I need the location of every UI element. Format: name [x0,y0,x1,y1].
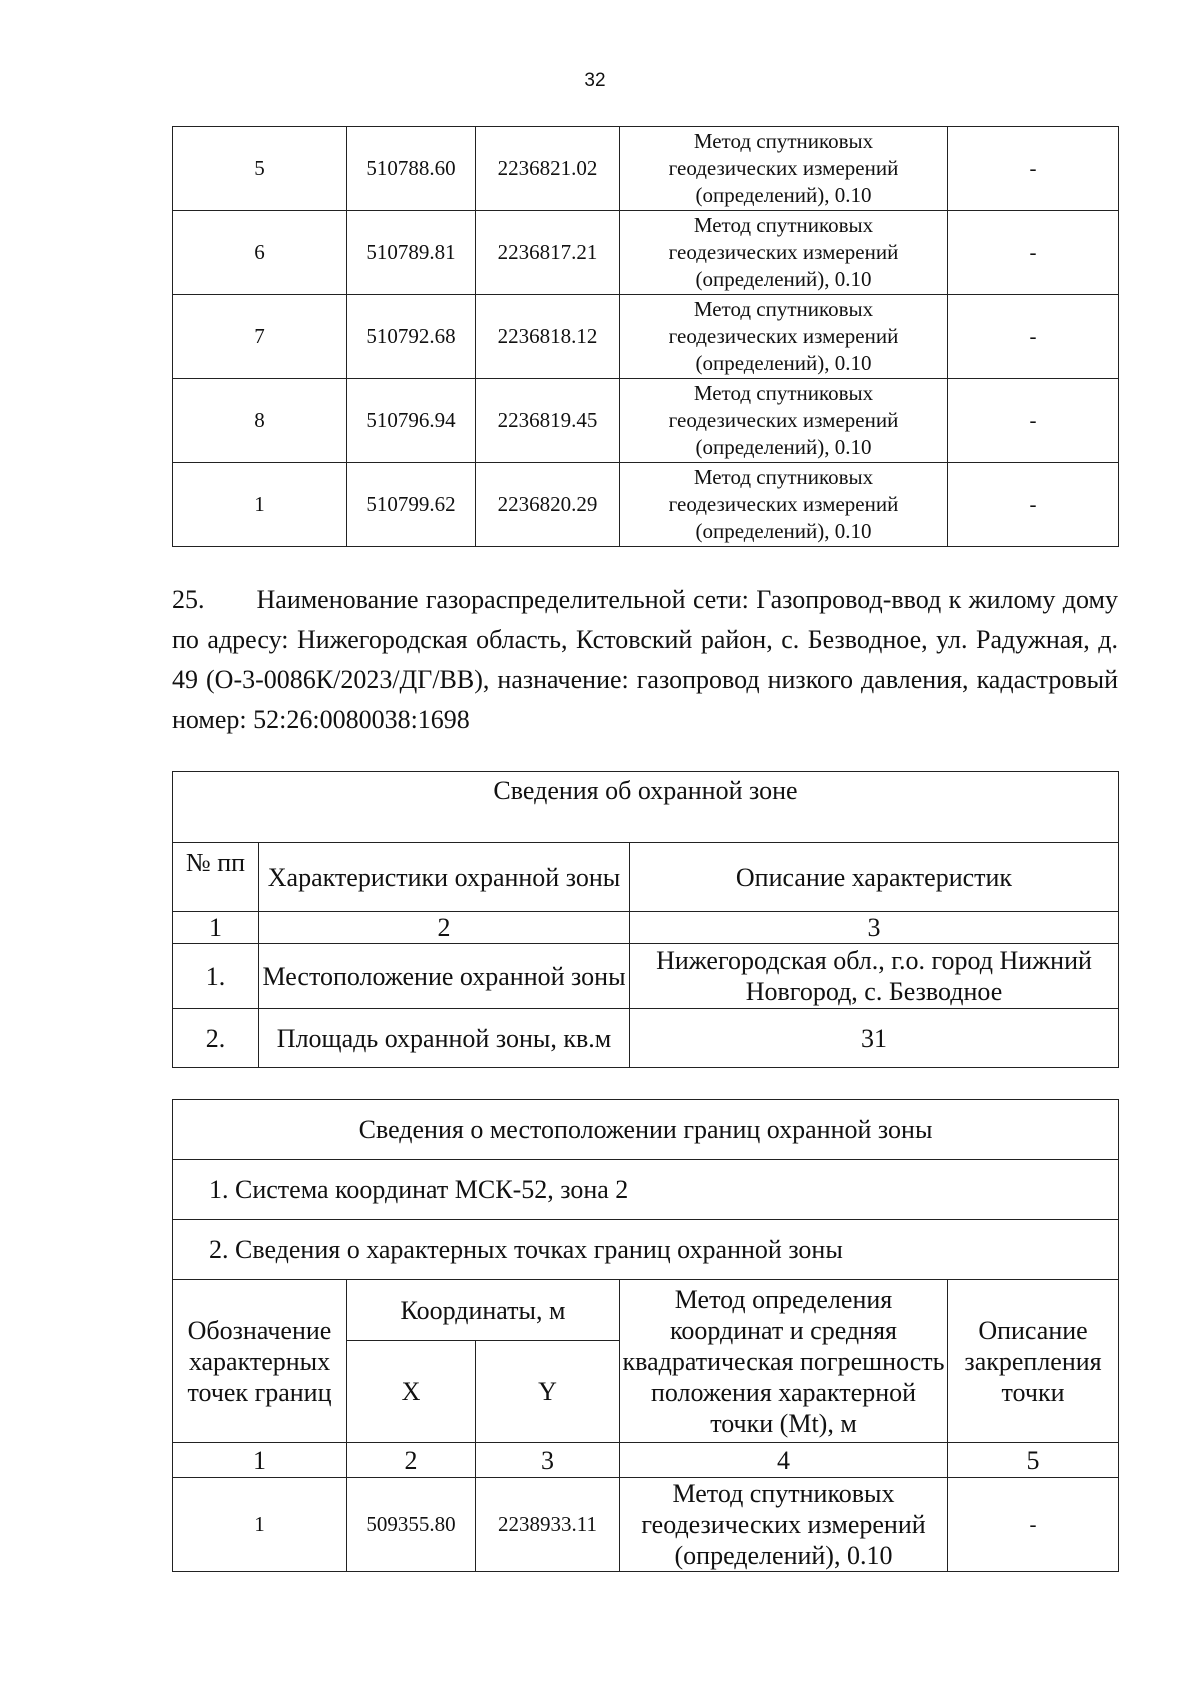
zone-table-header-row [173,843,1119,912]
point-description: - [948,127,1119,211]
point-x: 510796.94 [347,379,476,463]
row-characteristic: Местоположение охранной зоны [259,944,630,1009]
point-y: 2236818.12 [476,295,620,379]
method-line: (определений), 0.10 [695,183,872,207]
method-line: (определений), 0.10 [674,1541,893,1570]
header-y: Y [476,1341,620,1443]
point-description: - [948,379,1119,463]
zone-table-title: Сведения об охранной зоне [173,772,1119,843]
boundaries-numbering-row [173,1443,1119,1478]
boundaries-title: Сведения о местоположении границ охранной зоны [173,1100,1119,1160]
row-number: 2. [173,1009,259,1068]
point-method [620,379,948,463]
point-y: 2236817.21 [476,211,620,295]
boundaries-header-row [173,1280,1119,1341]
table-row [173,211,1119,295]
protection-zone-table [172,771,1119,1068]
point-method [620,211,948,295]
method-line: Метод спутниковых [693,465,874,489]
point-x: 510799.62 [347,463,476,547]
row-description: 31 [630,1009,1119,1068]
col-number-4: 4 [620,1443,948,1478]
point-description: - [948,211,1119,295]
col-number-3: 3 [630,912,1119,944]
zone-table-numbering-row [173,912,1119,944]
point-number: 1 [173,463,347,547]
method-line: геодезических измерений [668,324,899,348]
header-method: Метод определения координат и средняя квадратическая погрешность положения характерной точки (Mt), м [620,1280,948,1443]
point-y: 2236819.45 [476,379,620,463]
point-number: 7 [173,295,347,379]
col-number-2: 2 [347,1443,476,1478]
point-method [620,463,948,547]
point-number: 8 [173,379,347,463]
header-x: X [347,1341,476,1443]
method-line: Метод спутниковых [693,213,874,237]
point-x: 509355.80 [347,1478,476,1572]
row-characteristic: Площадь охранной зоны, кв.м [259,1009,630,1068]
point-method [620,295,948,379]
header-characteristics: Характеристики охранной зоны [259,843,630,912]
method-line: (определений), 0.10 [695,351,872,375]
zone-table-row [173,944,1119,1009]
point-description: - [948,1478,1119,1572]
point-description: - [948,463,1119,547]
point-y: 2236820.29 [476,463,620,547]
col-number-1: 1 [173,1443,347,1478]
point-x: 510792.68 [347,295,476,379]
table-row [173,379,1119,463]
method-line: Метод спутниковых [693,381,874,405]
method-line: геодезических измерений [668,408,899,432]
zone-table-row [173,1009,1119,1068]
method-line: Метод спутниковых [693,129,874,153]
header-description: Описание характеристик [630,843,1119,912]
method-line: геодезических измерений [668,240,899,264]
table-row [173,463,1119,547]
coordinates-table-continued [172,126,1119,547]
method-line: геодезических измерений [668,492,899,516]
point-number: 5 [173,127,347,211]
point-description: - [948,295,1119,379]
header-number: № пп [173,843,259,912]
coordinate-system-row [173,1160,1119,1220]
header-point: Обозначение характерных точек границ [173,1280,347,1443]
col-number-3: 3 [476,1443,620,1478]
method-line: (определений), 0.10 [695,435,872,459]
section-25-paragraph: 25. Наименование газораспределительной сети: Газопровод-ввод к жилому дому по адресу: Нижегородская область, Кстовский район, с. Безводное, ул. Радужная, д. 49 (О-3-0086К/2023/ДГ/ВВ), назначение: газопровод низкого давления, кадастровый номер: 52:26:0080038:1698 [172,585,1118,734]
table-row [173,1478,1119,1572]
point-method [620,127,948,211]
table-row [173,295,1119,379]
point-number: 1 [173,1478,347,1572]
method-line: Метод спутниковых [693,297,874,321]
point-x: 510788.60 [347,127,476,211]
table-row [173,127,1119,211]
point-x: 510789.81 [347,211,476,295]
header-coordinates: Координаты, м [347,1280,620,1341]
header-fixing: Описание закрепления точки [948,1280,1119,1443]
point-method [620,1478,948,1572]
method-line: геодезических измерений [641,1510,926,1539]
method-line: геодезических измерений [668,156,899,180]
col-number-2: 2 [259,912,630,944]
points-title-row [173,1220,1119,1280]
points-title: 2. Сведения о характерных точках границ охранной зоны [173,1220,1119,1280]
row-number: 1. [173,944,259,1009]
row-description: Нижегородская обл., г.о. город Нижний Новгород, с. Безводное [630,944,1119,1009]
zone-table-title-row [173,772,1119,843]
point-y: 2238933.11 [476,1478,620,1572]
point-number: 6 [173,211,347,295]
method-line: (определений), 0.10 [695,519,872,543]
method-line: (определений), 0.10 [695,267,872,291]
page-number: 32 [584,70,606,91]
method-line: Метод спутниковых [672,1479,895,1508]
point-y: 2236821.02 [476,127,620,211]
boundaries-table [172,1099,1119,1572]
col-number-5: 5 [948,1443,1119,1478]
col-number-1: 1 [173,912,259,944]
coordinate-system: 1. Система координат МСК-52, зона 2 [173,1160,1119,1220]
boundaries-title-row [173,1100,1119,1160]
